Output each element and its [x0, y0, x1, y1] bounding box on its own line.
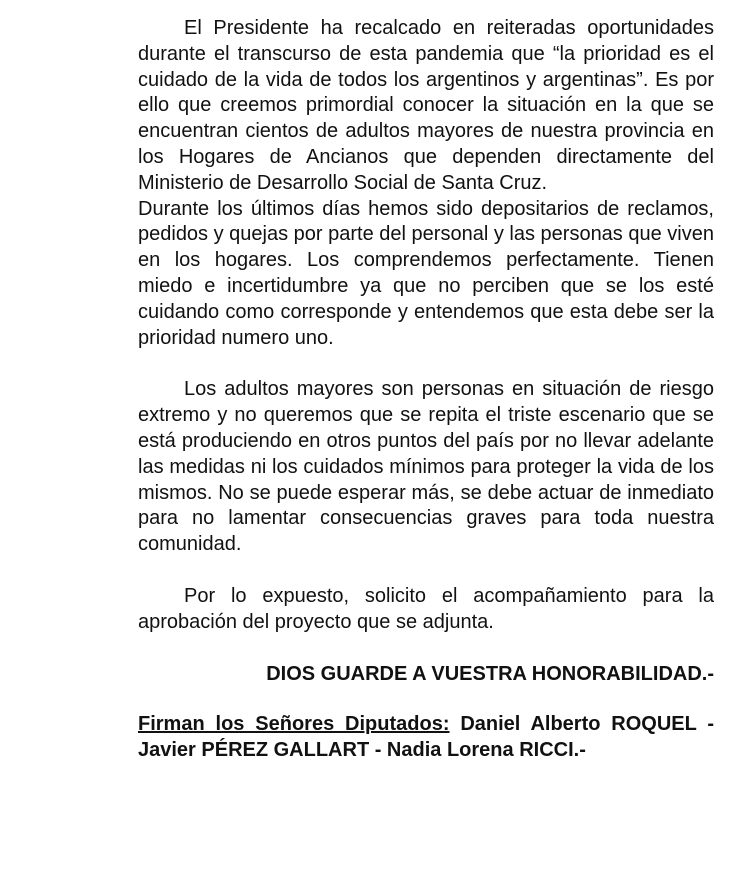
signers-label: Firman los Señores Diputados: [138, 713, 450, 736]
paragraph-request: Por lo expuesto, solicito el acompañamiento para la aprobación del proyecto que se adjunta. [138, 584, 714, 633]
paragraph-complaints: Durante los últimos días hemos sido depositarios de reclamos, pedidos y quejas por parte del personal y las personas que viven en los hogares. Los comprendemos perfectamente. Tienen miedo e incertidumbre ya que no perciben que se los esté cuidando como corresponde y entendemos que esta debe ser la prioridad numero uno. [138, 197, 714, 349]
paragraph-risk: Los adultos mayores son personas en situación de riesgo extremo y no queremos que se repita el triste escenario que se está produciendo en otros puntos del país por no llevar adelante las medidas ni los cuidados mínimos para proteger la vida de los mismos. No se puede esperar más, se debe actuar de inmediato para no lamentar consecuencias graves para toda nuestra comunidad. [138, 378, 714, 556]
closing-formula: DIOS GUARDE A VUESTRA HONORABILIDAD.- [266, 662, 714, 685]
document-page [138, 16, 714, 764]
paragraph-intro: El Presidente ha recalcado en reiteradas oportunidades durante el transcurso de esta pandemia que “la prioridad es el cuidado de la vida de todos los argentinos y argentinas”. Es por ello que creemos primordial conocer la situación en la que se encuentran cientos de adultos mayores de nuestra provincia en los Hogares de Ancianos que dependen directamente del Ministerio de Desarrollo Social de Santa Cruz. [138, 17, 714, 194]
signers-names: Daniel Alberto ROQUEL - Javier PÉREZ GALLART - Nadia Lorena RICCI.- [138, 713, 715, 762]
signers-block [138, 712, 714, 764]
